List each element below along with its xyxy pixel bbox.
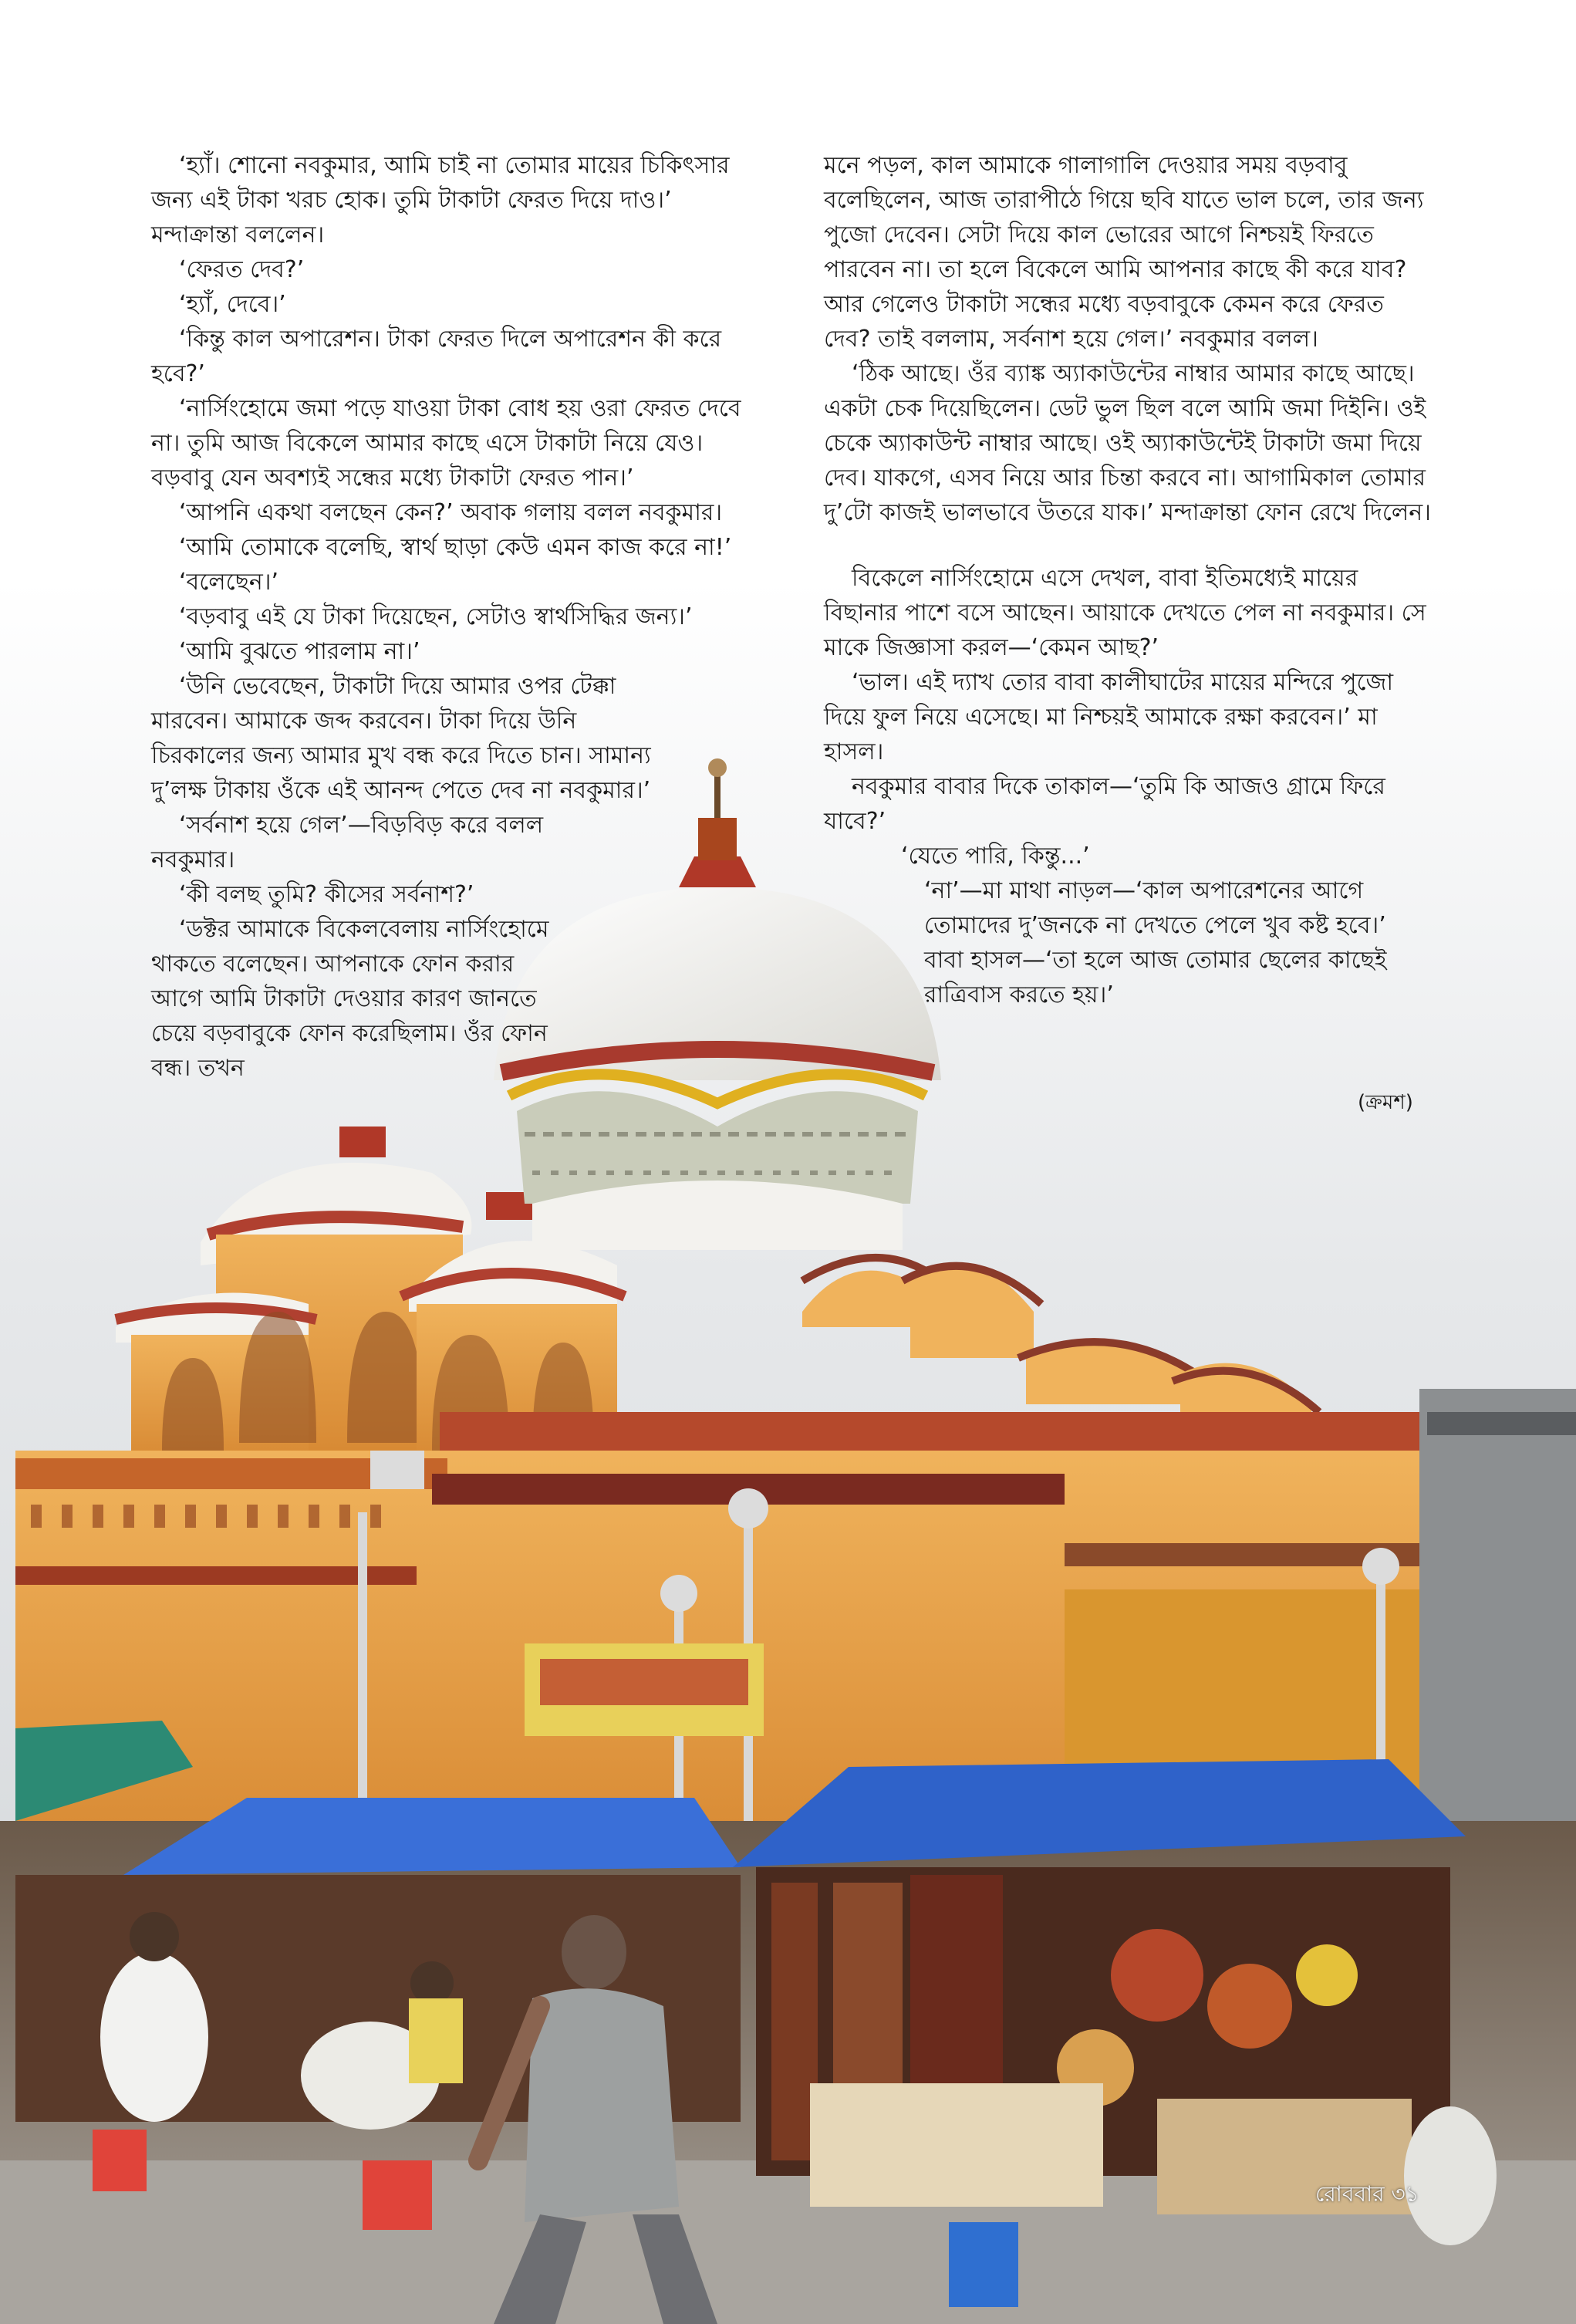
right-text-column [824, 148, 1433, 1012]
paragraph: ‘আপনি একথা বলছেন কেন?’ অবাক গলায় বলল নবকুমার। [179, 499, 723, 526]
paragraph: ‘যেতে পারি, কিন্তু...’ [901, 843, 1090, 870]
paragraph: মনে পড়ল, কাল আমাকে গালাগালি দেওয়ার সময় বড়বাবু বলেছিলেন, আজ তারাপীঠে গিয়ে ছবি যাতে ভাল চলে, তার জন্য পুজো দেবেন। সেটা দিয়ে কাল ভোরের আগে নিশ্চয়ই ফিরতে পারবেন না। তা হলে বিকেলে আমি আপনার কাছে কী করে যাব? আর গেলেও টাকাটা সন্ধের মধ্যে বড়বাবুকে কেমন করে ফেরত দেব? তাই বললাম, সর্বনাশ হয়ে গেল।’ নবকুমার বলল। [824, 152, 1424, 353]
paragraph: ‘না’—মা মাথা নাড়ল—‘কাল অপারেশনের আগে তোমাদের দু’জনকে না দেখতে পেলে খুব কষ্ট হবে।’ [924, 877, 1386, 939]
paragraph: ‘উনি ভেবেছেন, টাকাটা দিয়ে আমার ওপর টেক্কা মারবেন। আমাকে জব্দ করবেন। টাকা দিয়ে উনি চিরকালের জন্য আমার মুখ বন্ধ করে দিতে চান। সামান্য দু’লক্ষ টাকায় ওঁকে এই আনন্দ পেতে দেব না নবকুমার।’ [151, 673, 651, 804]
paragraph: ‘নার্সিংহোমে জমা পড়ে যাওয়া টাকা বোধ হয় ওরা ফেরত দেবে না। তুমি আজ বিকেলে আমার কাছে এসে টাকাটা নিয়ে যেও। বড়বাবু যেন অবশ্যই সন্ধের মধ্যে টাকাটা ফেরত পান।’ [151, 395, 741, 491]
paragraph: ‘সর্বনাশ হয়ে গেল’—বিড়বিড় করে বলল নবকুমার। [151, 812, 544, 873]
paragraph: নবকুমার বাবার দিকে তাকাল—‘তুমি কি আজও গ্রামে ফিরে যাবে?’ [824, 773, 1385, 835]
paragraph: ‘বড়বাবু এই যে টাকা দিয়েছেন, সেটাও স্বার্থসিদ্ধির জন্য।’ [179, 603, 693, 630]
paragraph: বাবা হাসল—‘তা হলে আজ তোমার ছেলের কাছেই রাত্রিবাস করতে হয়।’ [924, 947, 1387, 1008]
paragraph: ‘হ্যাঁ, দেবে।’ [179, 291, 286, 318]
paragraph: ‘আমি বুঝতে পারলাম না।’ [179, 638, 420, 665]
left-text-column [151, 148, 753, 1086]
paragraph: ‘বলেছেন।’ [179, 569, 279, 596]
paragraph: ‘ঠিক আছে। ওঁর ব্যাঙ্ক অ্যাকাউন্টের নাম্বার আমার কাছে আছে। একটা চেক দিয়েছিলেন। ডেট ভুল ছিল বলে আমি জমা দিইনি। ওই চেকে অ্যাকাউন্ট নাম্বার আছে। ওই অ্যাকাউন্টেই টাকাটা জমা দিয়ে দেব। যাকগে, এসব নিয়ে আর চিন্তা করবে না। আগামিকাল তোমার দু’টো কাজই ভালভাবে উতরে যাক।’ মন্দাক্রান্তা ফোন রেখে দিলেন। [824, 360, 1431, 526]
paragraph: ‘কী বলছ তুমি? কীসের সর্বনাশ?’ [179, 881, 474, 908]
page-folio: রোববার ৩১ [1315, 2181, 1419, 2207]
paragraph: ‘কিন্তু কাল অপারেশন। টাকা ফেরত দিলে অপারেশন কী করে হবে?’ [151, 326, 722, 387]
paragraph: ‘ডক্টর আমাকে বিকেলবেলায় নার্সিংহোমে থাকতে বলেছেন। আপনাকে ফোন করার আগে আমি টাকাটা দেওয়ার কারণ জানতে চেয়ে বড়বাবুকে ফোন করেছিলাম। ওঁর ফোন বন্ধ। তখন [151, 916, 549, 1082]
paragraph: ‘ফেরত দেব?’ [179, 256, 305, 283]
paragraph: ‘হ্যাঁ। শোনো নবকুমার, আমি চাই না তোমার মায়ের চিকিৎসার জন্য এই টাকা খরচ হোক। তুমি টাকাটা ফেরত দিয়ে দাও।’ মন্দাক্রান্তা বললেন। [151, 152, 730, 248]
paragraph: ‘ভাল। এই দ্যাখ তোর বাবা কালীঘাটের মায়ের মন্দিরে পুজো দিয়ে ফুল নিয়ে এসেছে। মা নিশ্চয়ই আমাকে রক্ষা করবেন।’ মা হাসল। [824, 669, 1394, 765]
section-gap [824, 530, 1433, 561]
paragraph: ‘আমি তোমাকে বলেছি, স্বার্থ ছাড়া কেউ এমন কাজ করে না!’ [179, 534, 732, 561]
side-building [1419, 1389, 1576, 1852]
continued-mark: (ক্রমশ) [1358, 1091, 1413, 1114]
paragraph: বিকেলে নার্সিংহোমে এসে দেখল, বাবা ইতিমধ্যেই মায়ের বিছানার পাশে বসে আছেন। আয়াকে দেখতে পেল না নবকুমার। সে মাকে জিজ্ঞাসা করল—‘কেমন আছ?’ [824, 565, 1426, 661]
